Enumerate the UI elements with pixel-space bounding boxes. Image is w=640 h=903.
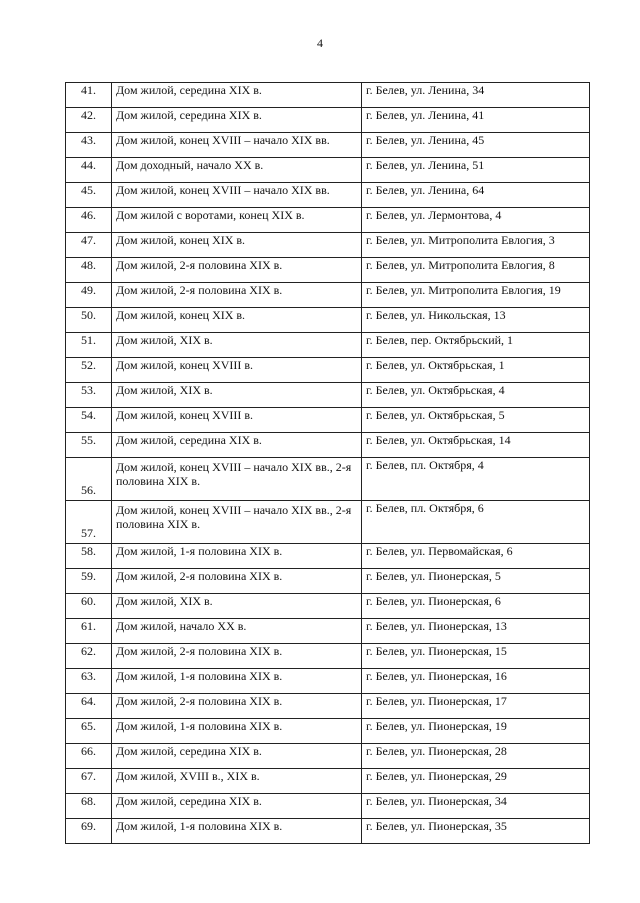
row-number: 43. [66, 133, 112, 158]
object-name: Дом жилой, конец XIX в. [112, 233, 362, 258]
object-name: Дом жилой, XIX в. [112, 383, 362, 408]
object-address: г. Белев, ул. Пионерская, 29 [362, 769, 590, 794]
object-address: г. Белев, ул. Митрополита Евлогия, 8 [362, 258, 590, 283]
object-address: г. Белев, ул. Ленина, 41 [362, 108, 590, 133]
object-name: Дом жилой, конец XVIII – начало XIX вв. [112, 133, 362, 158]
table-row [66, 619, 590, 644]
table-row [66, 744, 590, 769]
object-address: г. Белев, ул. Пионерская, 28 [362, 744, 590, 769]
object-name: Дом жилой с воротами, конец XIX в. [112, 208, 362, 233]
object-address: г. Белев, ул. Пионерская, 16 [362, 669, 590, 694]
row-number: 54. [66, 408, 112, 433]
row-number: 69. [66, 819, 112, 844]
row-number: 44. [66, 158, 112, 183]
table-row [66, 719, 590, 744]
object-address: г. Белев, ул. Октябрьская, 14 [362, 433, 590, 458]
table-row [66, 458, 590, 501]
object-name: Дом жилой, XVIII в., XIX в. [112, 769, 362, 794]
object-name: Дом жилой, 1-я половина XIX в. [112, 819, 362, 844]
row-number: 48. [66, 258, 112, 283]
table-row [66, 283, 590, 308]
table-row [66, 433, 590, 458]
row-number: 56. [66, 458, 112, 501]
object-address: г. Белев, ул. Первомайская, 6 [362, 544, 590, 569]
row-number: 46. [66, 208, 112, 233]
table-row [66, 544, 590, 569]
object-name: Дом жилой, середина XIX в. [112, 433, 362, 458]
table-row [66, 594, 590, 619]
object-name: Дом жилой, конец XVIII – начало XIX вв., 2-я половина XIX в. [112, 458, 362, 501]
object-address: г. Белев, ул. Октябрьская, 4 [362, 383, 590, 408]
table-body [66, 83, 590, 844]
row-number: 67. [66, 769, 112, 794]
object-address: г. Белев, ул. Пионерская, 34 [362, 794, 590, 819]
table-row [66, 694, 590, 719]
object-address: г. Белев, ул. Никольская, 13 [362, 308, 590, 333]
object-address: г. Белев, ул. Ленина, 34 [362, 83, 590, 108]
table-row [66, 408, 590, 433]
row-number: 61. [66, 619, 112, 644]
row-number: 57. [66, 501, 112, 544]
row-number: 52. [66, 358, 112, 383]
object-name: Дом жилой, середина XIX в. [112, 83, 362, 108]
table-row [66, 669, 590, 694]
object-address: г. Белев, ул. Октябрьская, 1 [362, 358, 590, 383]
table-row [66, 233, 590, 258]
table-row [66, 158, 590, 183]
object-name: Дом жилой, середина XIX в. [112, 744, 362, 769]
object-address: г. Белев, пер. Октябрьский, 1 [362, 333, 590, 358]
object-address: г. Белев, пл. Октября, 4 [362, 458, 590, 501]
row-number: 50. [66, 308, 112, 333]
object-name: Дом жилой, XIX в. [112, 594, 362, 619]
row-number: 45. [66, 183, 112, 208]
heritage-objects-table [65, 82, 590, 844]
row-number: 58. [66, 544, 112, 569]
object-name: Дом доходный, начало XX в. [112, 158, 362, 183]
table-row [66, 308, 590, 333]
object-name: Дом жилой, конец XVIII – начало XIX вв., 2-я половина XIX в. [112, 501, 362, 544]
object-name: Дом жилой, XIX в. [112, 333, 362, 358]
object-address: г. Белев, пл. Октября, 6 [362, 501, 590, 544]
table-row [66, 819, 590, 844]
object-name: Дом жилой, 2-я половина XIX в. [112, 283, 362, 308]
row-number: 42. [66, 108, 112, 133]
object-name: Дом жилой, начало XX в. [112, 619, 362, 644]
table-row [66, 569, 590, 594]
table-row [66, 258, 590, 283]
object-name: Дом жилой, 2-я половина XIX в. [112, 258, 362, 283]
object-address: г. Белев, ул. Октябрьская, 5 [362, 408, 590, 433]
object-address: г. Белев, ул. Ленина, 51 [362, 158, 590, 183]
row-number: 64. [66, 694, 112, 719]
row-number: 47. [66, 233, 112, 258]
row-number: 49. [66, 283, 112, 308]
object-address: г. Белев, ул. Пионерская, 5 [362, 569, 590, 594]
table-row [66, 383, 590, 408]
table-row [66, 358, 590, 383]
table-row [66, 208, 590, 233]
table-row [66, 333, 590, 358]
row-number: 62. [66, 644, 112, 669]
row-number: 41. [66, 83, 112, 108]
object-address: г. Белев, ул. Ленина, 45 [362, 133, 590, 158]
row-number: 66. [66, 744, 112, 769]
row-number: 65. [66, 719, 112, 744]
object-address: г. Белев, ул. Митрополита Евлогия, 19 [362, 283, 590, 308]
object-name: Дом жилой, середина XIX в. [112, 794, 362, 819]
table-row [66, 794, 590, 819]
table-row [66, 83, 590, 108]
row-number: 68. [66, 794, 112, 819]
row-number: 63. [66, 669, 112, 694]
object-address: г. Белев, ул. Пионерская, 17 [362, 694, 590, 719]
object-name: Дом жилой, 1-я половина XIX в. [112, 669, 362, 694]
row-number: 59. [66, 569, 112, 594]
object-name: Дом жилой, середина XIX в. [112, 108, 362, 133]
object-name: Дом жилой, конец XVIII в. [112, 358, 362, 383]
object-address: г. Белев, ул. Ленина, 64 [362, 183, 590, 208]
object-name: Дом жилой, конец XIX в. [112, 308, 362, 333]
row-number: 51. [66, 333, 112, 358]
object-address: г. Белев, ул. Пионерская, 19 [362, 719, 590, 744]
object-name: Дом жилой, 2-я половина XIX в. [112, 569, 362, 594]
object-name: Дом жилой, 1-я половина XIX в. [112, 544, 362, 569]
object-address: г. Белев, ул. Митрополита Евлогия, 3 [362, 233, 590, 258]
table-row [66, 133, 590, 158]
object-address: г. Белев, ул. Пионерская, 15 [362, 644, 590, 669]
object-name: Дом жилой, 2-я половина XIX в. [112, 644, 362, 669]
row-number: 55. [66, 433, 112, 458]
row-number: 53. [66, 383, 112, 408]
object-name: Дом жилой, конец XVIII – начало XIX вв. [112, 183, 362, 208]
object-address: г. Белев, ул. Пионерская, 35 [362, 819, 590, 844]
row-number: 60. [66, 594, 112, 619]
object-name: Дом жилой, конец XVIII в. [112, 408, 362, 433]
object-name: Дом жилой, 1-я половина XIX в. [112, 719, 362, 744]
table-row [66, 183, 590, 208]
page-number: 4 [317, 36, 323, 50]
table-row [66, 644, 590, 669]
object-address: г. Белев, ул. Пионерская, 6 [362, 594, 590, 619]
object-name: Дом жилой, 2-я половина XIX в. [112, 694, 362, 719]
table-row [66, 501, 590, 544]
table-row [66, 108, 590, 133]
object-address: г. Белев, ул. Пионерская, 13 [362, 619, 590, 644]
table-row [66, 769, 590, 794]
object-address: г. Белев, ул. Лермонтова, 4 [362, 208, 590, 233]
